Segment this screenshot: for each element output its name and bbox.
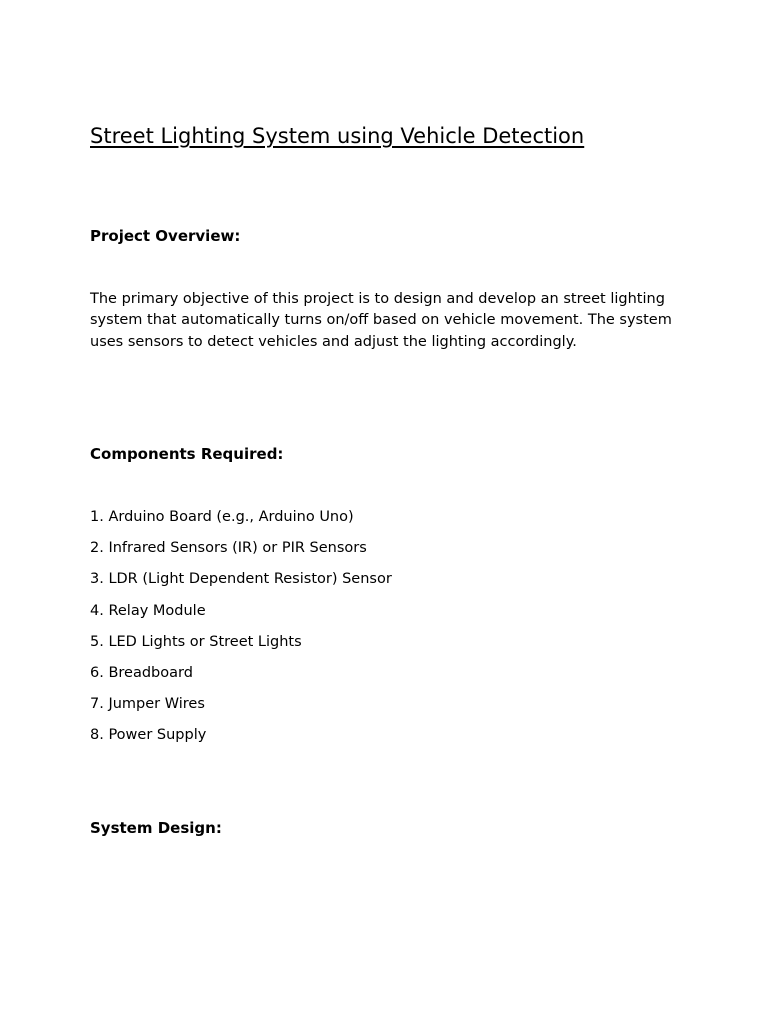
list-item: 1. Arduino Board (e.g., Arduino Uno) [90,509,354,525]
document-title: Street Lighting System using Vehicle Detection [90,124,585,148]
list-item: 4. Relay Module [90,602,206,619]
list-item: 2. Infrared Sensors (IR) or PIR Sensors [90,540,367,557]
list-item: 8. Power Supply [90,727,207,744]
list-item: 5. LED Lights or Street Lights [90,633,302,650]
list-item: 6. Breadboard [90,664,193,681]
list-item: 7. Jumper Wires [90,696,205,713]
components-list [90,508,392,758]
list-item: 3. LDR (Light Dependent Resistor) Sensor [90,571,392,588]
system-design-heading: System Design: [90,819,222,837]
overview-heading: Project Overview: [90,227,241,245]
components-heading: Components Required: [90,445,284,463]
overview-paragraph: The primary objective of this project is to design and develop an street lighting system that automatically turns on/off based on vehicle movement. The system uses sensors to detect vehicles and adjust the lighting accordingly. [90,291,672,350]
